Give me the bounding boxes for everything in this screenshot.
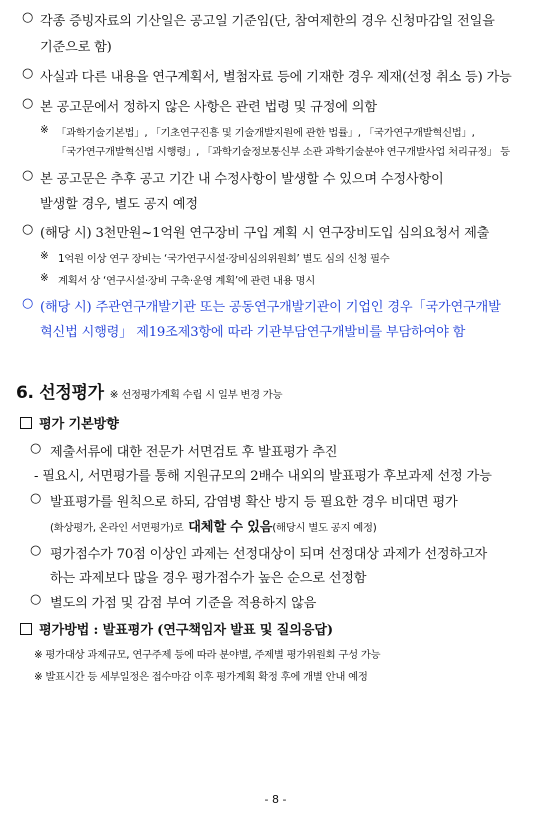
subsection-title: 평가 기본방향 — [39, 417, 119, 432]
text-line-highlight: 혁신법 시행령」 제19조제3항에 따라 기관부담연구개발비를 부담하여야 함 — [40, 325, 466, 340]
circle-bullet-icon: ○ — [22, 96, 34, 111]
text-span: (해당시 별도 공지 예정) — [272, 522, 377, 534]
note-line: ※ 평가대상 과제규모, 연구주제 등에 따라 분야별, 주제별 평가위원회 구성 가능 — [34, 649, 381, 661]
circle-bullet-icon: ○ — [22, 222, 34, 237]
circle-bullet-icon: ○ — [30, 592, 42, 607]
note-line: 「과학기술기본법」, 「기초연구진흥 및 기술개발지원에 관한 법률」, 「국가연구개발혁신법」, — [56, 127, 475, 139]
page-number: - 8 - — [264, 793, 287, 806]
circle-bullet-icon: ○ — [22, 66, 34, 81]
note-line: ※ 발표시간 등 세부일정은 접수마감 이후 평가계획 확정 후에 개별 안내 예정 — [34, 671, 368, 683]
text-line: 발표평가를 원칙으로 하되, 감염병 확산 방지 등 필요한 경우 비대면 평가 — [50, 495, 458, 510]
note-line: 1억원 이상 연구 장비는 ‘국가연구시설·장비심의위원회’ 별도 심의 신청 필수 — [58, 253, 390, 265]
circle-bullet-icon: ○ — [22, 168, 34, 183]
text-line: 본 공고문에서 정하지 않은 사항은 관련 법령 및 규정에 의함 — [40, 100, 377, 115]
subsection-heading — [20, 619, 333, 638]
section-title: 6. 선정평가 — [16, 383, 104, 403]
text-line — [50, 516, 376, 535]
text-line: 제출서류에 대한 전문가 서면검토 후 발표평가 추진 — [50, 445, 338, 460]
text-line: 발생할 경우, 별도 공지 예정 — [40, 197, 198, 212]
text-line: 하는 과제보다 많을 경우 평가점수가 높은 순으로 선정함 — [50, 571, 367, 586]
section-note: ※ 선정평가계획 수립 시 일부 변경 가능 — [109, 389, 283, 401]
circle-bullet-icon: ○ — [22, 10, 34, 25]
note-mark-icon: ※ — [40, 250, 49, 262]
note-mark-icon: ※ — [40, 124, 49, 136]
square-bullet-icon — [20, 623, 32, 635]
text-line: - 필요시, 서면평가를 통해 지원규모의 2배수 내외의 발표평가 후보과제 선정 가능 — [34, 469, 492, 484]
note-line: 「국가연구개발혁신법 시행령」, 「과학기술정보통신부 소관 과학기술분야 연구개발사업 처리규정」 등 — [56, 146, 510, 158]
text-line: (해당 시) 3천만원~1억원 연구장비 구입 계획 시 연구장비도입 심의요청서 제출 — [40, 226, 490, 241]
text-span-emphasis: 대체할 수 있음 — [188, 520, 273, 535]
section-heading — [16, 378, 282, 403]
note-mark-icon: ※ — [40, 272, 49, 284]
text-line: 기준으로 함) — [40, 40, 112, 55]
text-line: 평가점수가 70점 이상인 과제는 선정대상이 되며 선정대상 과제가 선정하고자 — [50, 547, 488, 562]
circle-bullet-icon: ○ — [22, 296, 34, 311]
text-line-highlight: (해당 시) 주관연구개발기관 또는 공동연구개발기관이 기업인 경우「국가연구개발 — [40, 300, 501, 315]
note-line: 계획서 상 ‘연구시설·장비 구축·운영 계획’에 관련 내용 명시 — [58, 275, 315, 287]
text-line: 각종 증빙자료의 기산일은 공고일 기준임(단, 참여제한의 경우 신청마감일 전일을 — [40, 14, 495, 29]
text-line: 사실과 다른 내용을 연구계획서, 별첨자료 등에 기재한 경우 제재(선정 취소 등) 가능 — [40, 70, 512, 85]
subsection-title: 평가방법 : 발표평가 (연구책임자 발표 및 질의응답) — [39, 623, 333, 638]
text-span: (화상평가, 온라인 서면평가)로 — [50, 522, 184, 534]
text-line: 별도의 가점 및 감점 부여 기준을 적용하지 않음 — [50, 596, 317, 611]
square-bullet-icon — [20, 417, 32, 429]
text-line: 본 공고문은 추후 공고 기간 내 수정사항이 발생할 수 있으며 수정사항이 — [40, 172, 444, 187]
subsection-heading — [20, 413, 119, 432]
circle-bullet-icon: ○ — [30, 441, 42, 456]
circle-bullet-icon: ○ — [30, 491, 42, 506]
circle-bullet-icon: ○ — [30, 543, 42, 558]
